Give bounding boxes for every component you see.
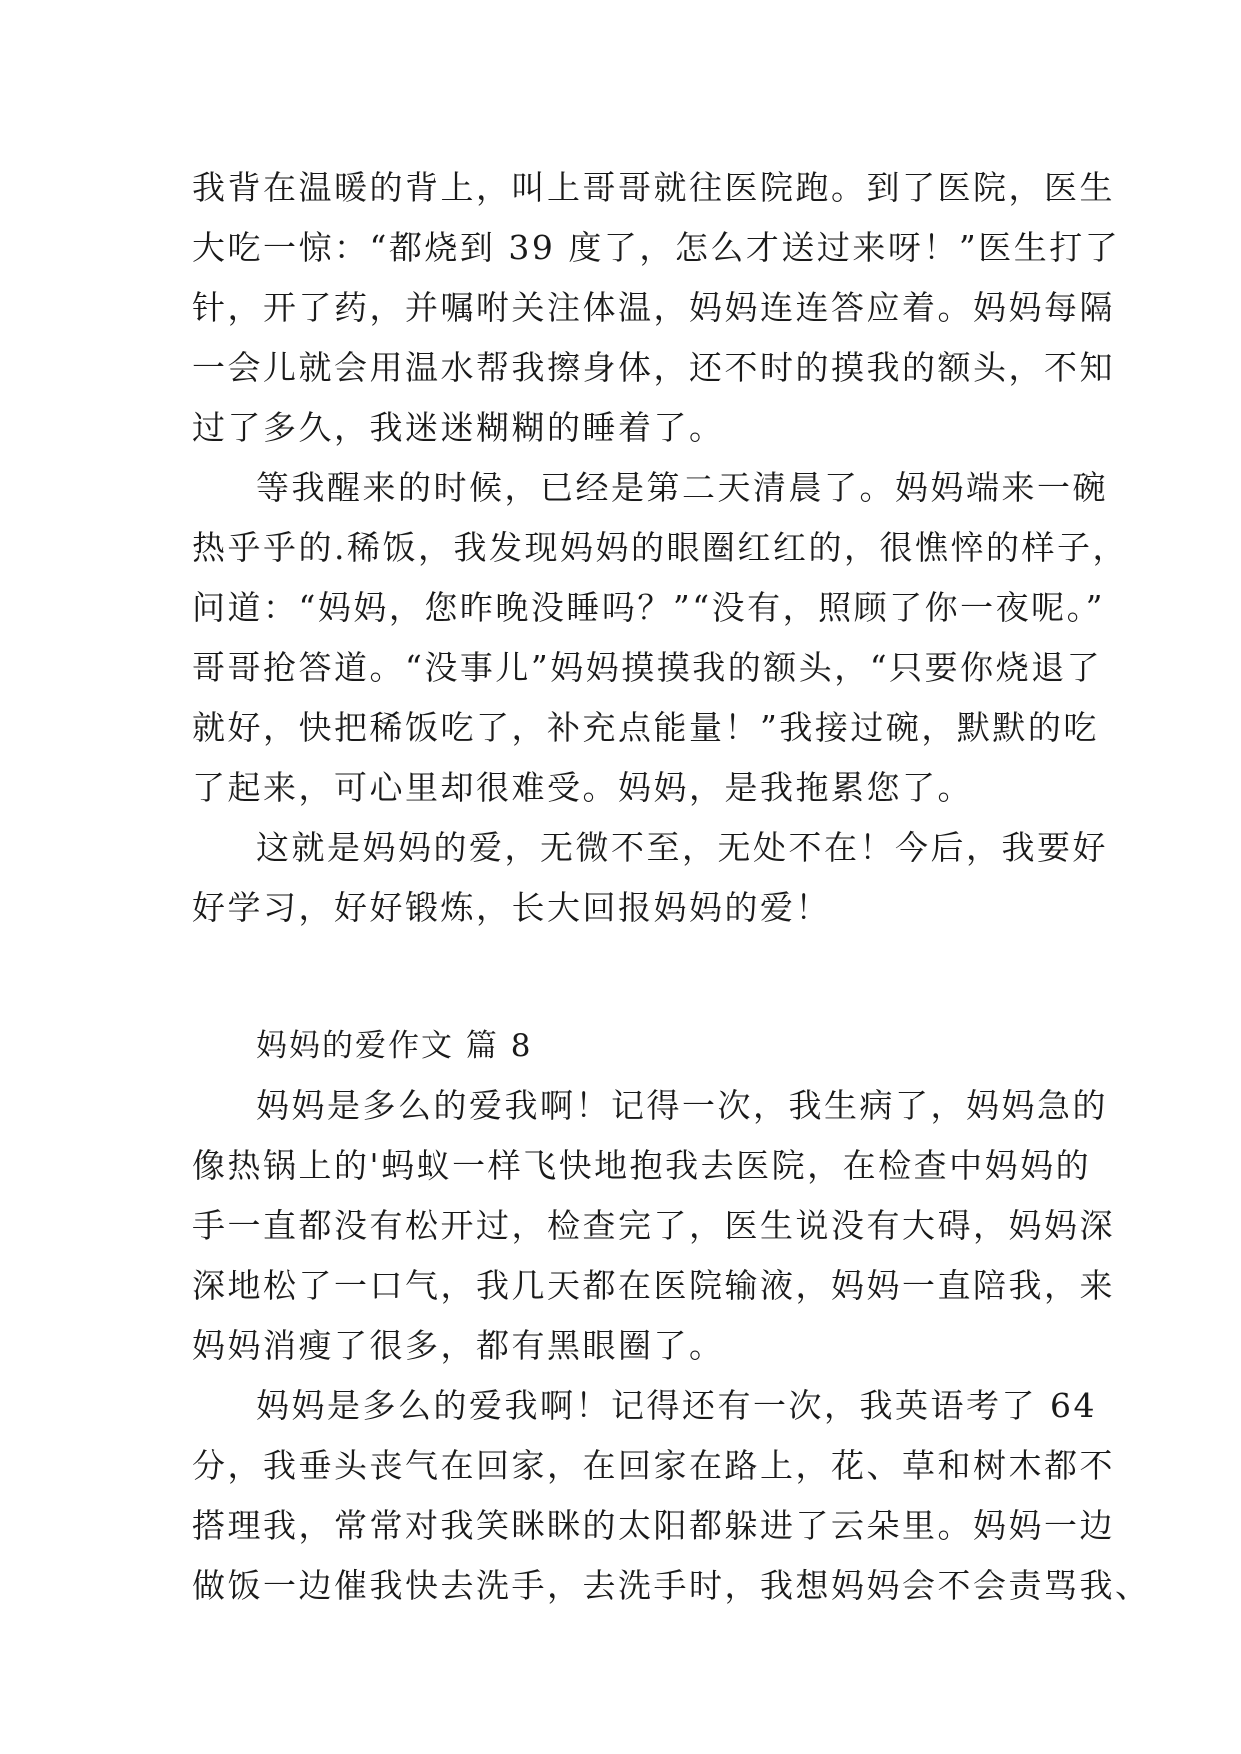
paragraph [192,1076,1115,1376]
text-line: 等我醒来的时候，已经是第二天清晨了。妈妈端来一碗 [256,468,1108,507]
text-line: 了起来，可心里却很难受。妈妈，是我拖累您了。 [192,768,973,807]
text-line: 手一直都没有松开过，检查完了，医生说没有大碍，妈妈深 [192,1206,1115,1245]
text-line: 问道：“妈妈，您昨晚没睡吗？”“没有，照顾了你一夜呢。” [192,588,1105,627]
text-line: 妈妈是多么的爱我啊！记得一次，我生病了，妈妈急的 [256,1086,1108,1125]
text-line: 热乎乎的.稀饭，我发现妈妈的眼圈红红的，很憔悴的样子， [192,528,1128,567]
text-line: 妈妈消瘦了很多，都有黑眼圈了。 [192,1326,725,1365]
text-line: 一会儿就会用温水帮我擦身体，还不时的摸我的额头，不知 [192,348,1115,387]
text-line: 深地松了一口气，我几天都在医院输液，妈妈一直陪我，来 [192,1266,1115,1305]
section-title: 妈妈的爱作文 篇 8 [256,1028,533,1064]
paragraph [192,158,1121,458]
text-line: 针，开了药，并嘱咐关注体温，妈妈连连答应着。妈妈每隔 [192,288,1115,327]
paragraph [192,818,1108,938]
text-line: 好学习，好好锻炼，长大回报妈妈的爱！ [192,888,831,927]
text-line: 大吃一惊：“都烧到 39 度了，怎么才送过来呀！”医生打了 [192,228,1121,267]
text-line: 像热锅上的'蚂蚁一样飞快地抱我去医院，在检查中妈妈的 [192,1146,1092,1185]
section-gap [192,938,1052,1016]
text-line: 哥哥抢答道。“没事儿”妈妈摸摸我的额头，“只要你烧退了 [192,648,1103,687]
paragraph [192,1376,1151,1616]
text-line: 做饭一边催我快去洗手，去洗手时，我想妈妈会不会责骂我、 [192,1566,1151,1605]
text-line: 分，我垂头丧气在回家，在回家在路上，花、草和树木都不 [192,1446,1115,1485]
paragraph [192,458,1128,818]
text-line: 妈妈是多么的爱我啊！记得还有一次，我英语考了 64 [256,1386,1097,1425]
document-page [192,158,1151,1616]
text-line: 就好，快把稀饭吃了，补充点能量！”我接过碗，默默的吃 [192,708,1099,747]
text-line: 我背在温暖的背上，叫上哥哥就往医院跑。到了医院，医生 [192,168,1115,207]
text-line: 搭理我，常常对我笑眯眯的太阳都躲进了云朵里。妈妈一边 [192,1506,1115,1545]
text-line: 这就是妈妈的爱，无微不至，无处不在！今后，我要好 [256,828,1108,867]
text-line: 过了多久，我迷迷糊糊的睡着了。 [192,408,725,447]
